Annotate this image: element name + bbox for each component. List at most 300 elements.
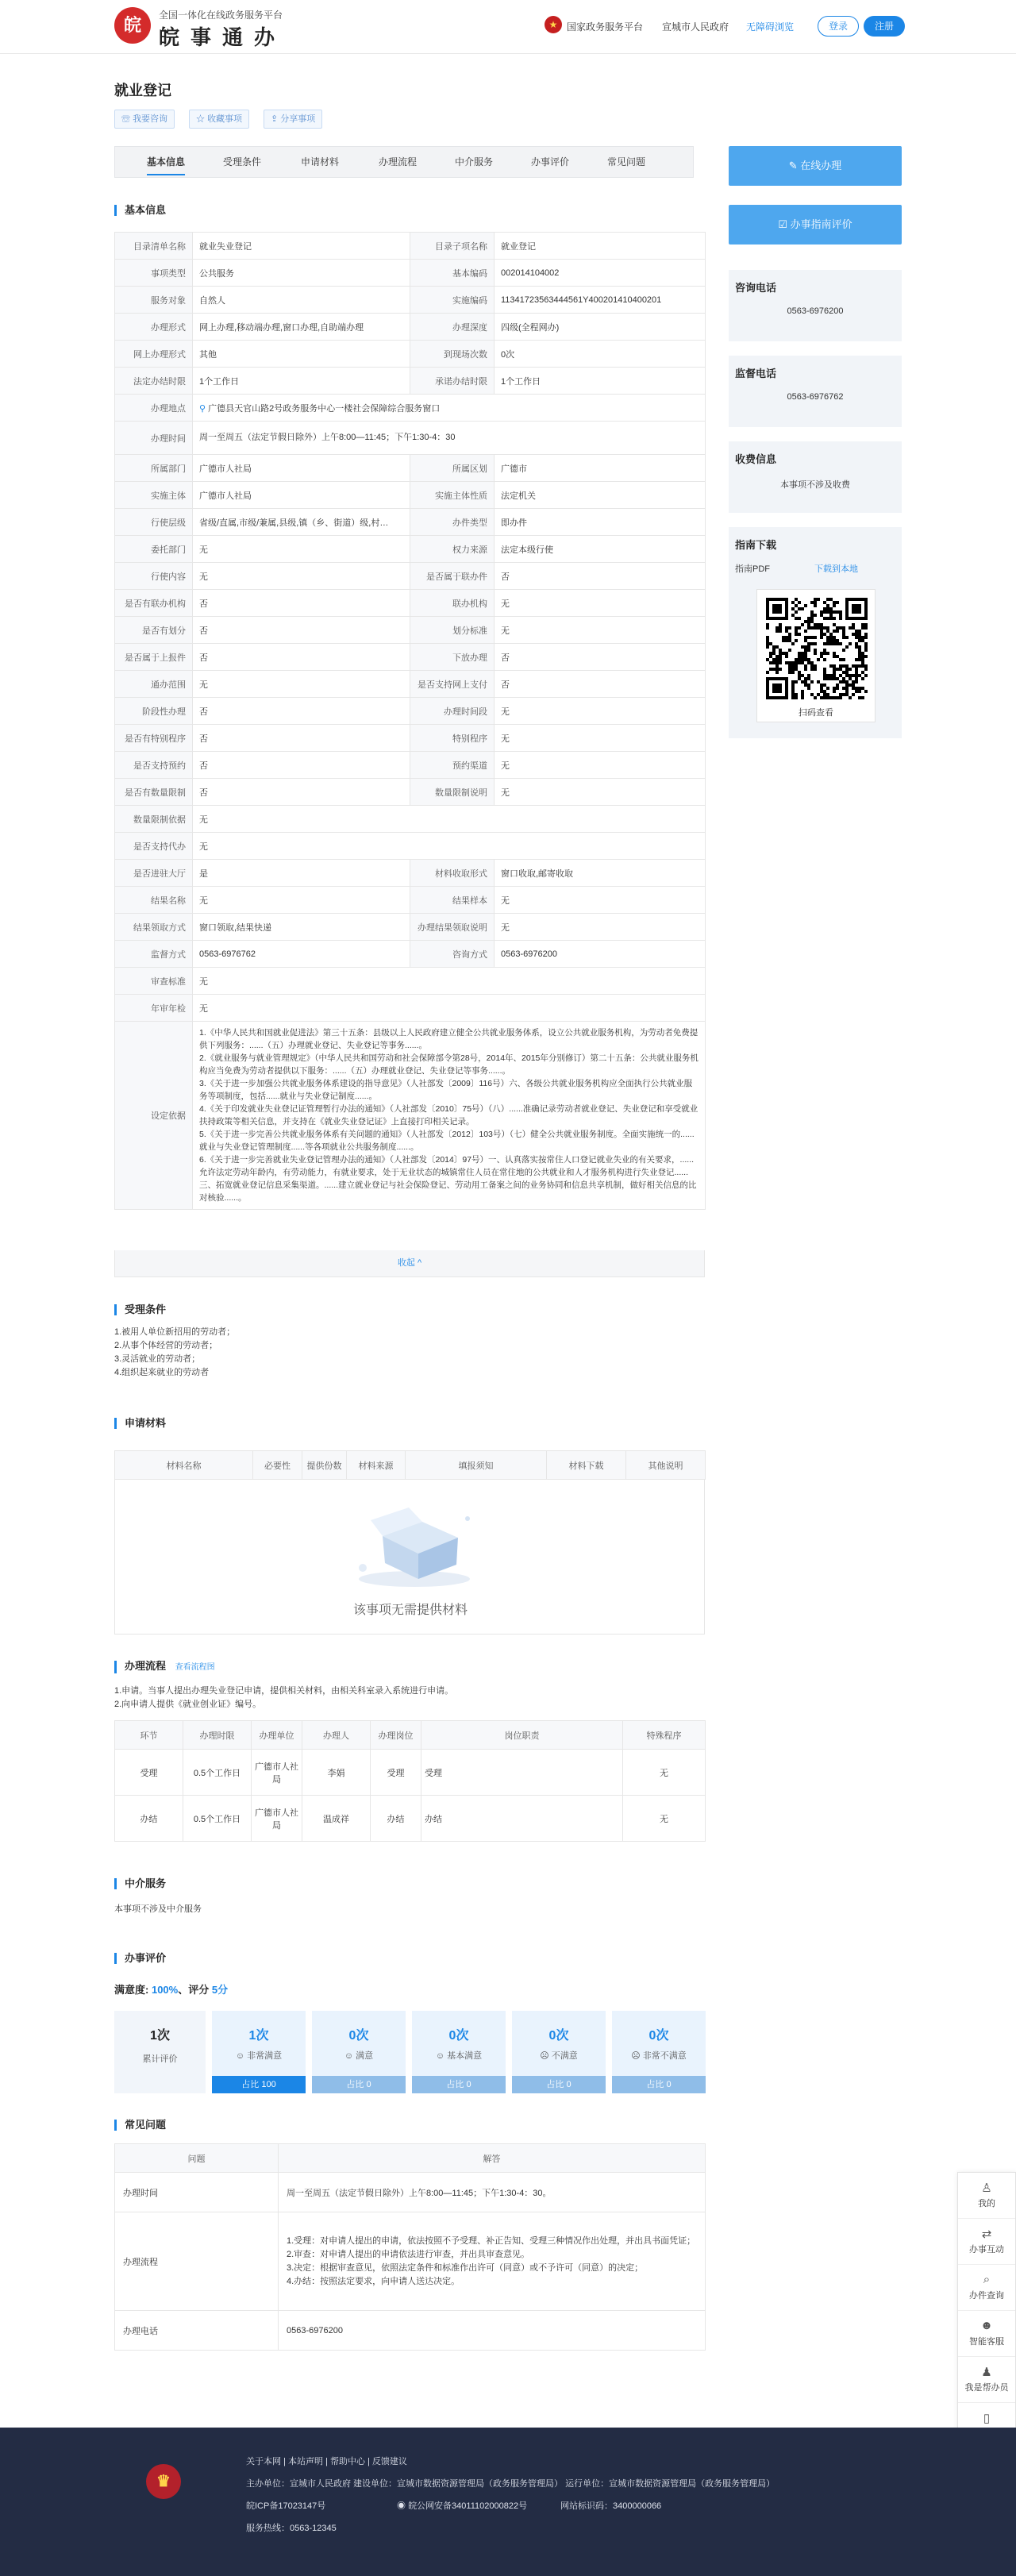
field-label: 划分标准 bbox=[410, 617, 495, 644]
process-cell: 办结 bbox=[371, 1796, 421, 1842]
evaluation-count: 0次 bbox=[448, 2029, 469, 2043]
table-row bbox=[115, 536, 706, 563]
evaluation-label: ☺ 非常满意 bbox=[235, 2051, 283, 2061]
materials-header: 填报须知 bbox=[406, 1451, 547, 1480]
mobile-icon: ▯ bbox=[983, 2412, 991, 2425]
field-label: 行使内容 bbox=[115, 563, 193, 590]
footer-organizers: 主办单位：宣城市人民政府 建设单位：宣城市数据资源管理局（政务服务管理局） 运行单位：宣城市数据资源管理局（政务服务管理局） bbox=[246, 2479, 775, 2489]
process-cell: 受理 bbox=[371, 1750, 421, 1796]
field-label: 法定办结时限 bbox=[115, 368, 193, 395]
table-row bbox=[115, 2173, 706, 2212]
condition-item: 4.组织起来就业的劳动者 bbox=[114, 1368, 210, 1377]
platform-name: 全国一体化在线政务服务平台 bbox=[159, 10, 283, 21]
process-cell: 广德市人社局 bbox=[252, 1796, 302, 1842]
field-value: 无 bbox=[495, 779, 706, 806]
float-item-user[interactable]: ♙ 我的 bbox=[958, 2173, 1015, 2219]
field-label: 目录清单名称 bbox=[115, 233, 193, 260]
tab-process[interactable]: 办理流程 bbox=[379, 156, 418, 167]
legal-basis-item: 4.《关于印发就业失业登记证管理暂行办法的通知》（人社部发〔2010〕75号）（八）......准确记录劳动者就业登记、失业登记和享受就业扶持政策等相关信息，并支持在《就业失业登记证》上直接打印相关记录。 bbox=[199, 1104, 698, 1126]
faq-question: 办理时间 bbox=[115, 2173, 279, 2212]
field-label: 是否属于联办件 bbox=[410, 563, 495, 590]
guide-pdf-label: 指南PDF bbox=[735, 564, 770, 574]
evaluation-card bbox=[312, 2011, 406, 2093]
evaluation-card bbox=[612, 2011, 706, 2093]
tab-intermediary[interactable]: 中介服务 bbox=[455, 156, 494, 167]
consult-action-button[interactable]: ☏ 我要咨询 bbox=[114, 110, 175, 129]
share-action-button[interactable]: ⇪ 分享事项 bbox=[264, 110, 322, 129]
table-row bbox=[115, 233, 706, 260]
edit-icon: ✎ bbox=[788, 160, 801, 171]
table-row bbox=[115, 968, 706, 995]
evaluation-card bbox=[212, 2011, 306, 2093]
star-icon: ☆ bbox=[196, 114, 208, 124]
condition-item: 2.从事个体经营的劳动者； bbox=[114, 1341, 218, 1350]
process-cell: 0.5个工作日 bbox=[183, 1796, 252, 1842]
table-row bbox=[115, 455, 706, 482]
evaluation-label: ☺ 满意 bbox=[344, 2051, 374, 2061]
process-description bbox=[114, 1685, 453, 1712]
table-row bbox=[115, 1796, 706, 1842]
field-value: 网上办理,移动端办理,窗口办理,自助端办理 bbox=[193, 314, 410, 341]
materials-header: 必要性 bbox=[253, 1451, 302, 1480]
top-header bbox=[0, 0, 1016, 54]
field-label: 是否有联办机构 bbox=[115, 590, 193, 617]
field-value: 0563-6976200 bbox=[495, 941, 706, 968]
materials-empty-state bbox=[114, 1479, 705, 1635]
field-value: 无 bbox=[495, 617, 706, 644]
field-label: 办理地点 bbox=[115, 395, 193, 422]
field-value: 无 bbox=[495, 887, 706, 914]
evaluation-share-bar bbox=[212, 2076, 306, 2093]
process-header: 环节 bbox=[115, 1721, 183, 1750]
field-value: 否 bbox=[495, 671, 706, 698]
evaluation-share-text: 占比 100 bbox=[241, 2080, 276, 2089]
process-cell: 李娟 bbox=[302, 1750, 371, 1796]
section-title-conditions: 受理条件 bbox=[114, 1304, 166, 1315]
field-label: 结果领取方式 bbox=[115, 914, 193, 941]
field-value: 002014104002 bbox=[495, 260, 706, 287]
empty-box-illustration bbox=[339, 1496, 482, 1592]
face-icon: ☹ bbox=[631, 2051, 643, 2061]
field-label: 监督方式 bbox=[115, 941, 193, 968]
table-row bbox=[115, 941, 706, 968]
table-row bbox=[115, 287, 706, 314]
legal-basis-item: 1.《中华人民共和国就业促进法》第三十五条：县级以上人民政府建立健全公共就业服务体系，设立公共就业服务机构，为劳动者免费提供下列服务：......（五）办理就业登记、失业登记等事务......。 bbox=[199, 1028, 698, 1050]
field-label: 所属区划 bbox=[410, 455, 495, 482]
field-label: 是否支持代办 bbox=[115, 833, 193, 860]
evaluation-share-text: 占比 0 bbox=[346, 2080, 371, 2089]
table-row bbox=[115, 563, 706, 590]
field-label: 咨询方式 bbox=[410, 941, 495, 968]
faq-answer: 周一至周五（法定节假日除外）上午8:00—11:45；下午1:30-4：30。 bbox=[279, 2173, 706, 2212]
field-label: 实施编码 bbox=[410, 287, 495, 314]
evaluation-share-bar bbox=[412, 2076, 506, 2093]
evaluation-share-text: 占比 0 bbox=[446, 2080, 471, 2089]
section-title-evaluation: 办事评价 bbox=[114, 1953, 166, 1964]
table-row bbox=[115, 617, 706, 644]
process-cell: 0.5个工作日 bbox=[183, 1750, 252, 1796]
table-row bbox=[115, 806, 706, 833]
materials-header: 材料来源 bbox=[347, 1451, 406, 1480]
face-icon: ☺ bbox=[435, 2051, 448, 2061]
process-cell: 办结 bbox=[115, 1796, 183, 1842]
table-row bbox=[115, 395, 706, 422]
field-label: 是否有特别程序 bbox=[115, 725, 193, 752]
condition-item: 1.被用人单位新招用的劳动者； bbox=[114, 1327, 236, 1337]
faq-header: 问题 bbox=[115, 2144, 279, 2173]
total-label: 累计评价 bbox=[142, 2054, 178, 2064]
field-value: 否 bbox=[193, 644, 410, 671]
field-label: 数量限制说明 bbox=[410, 779, 495, 806]
condition-item: 3.灵活就业的劳动者； bbox=[114, 1354, 201, 1364]
detail-tabs bbox=[114, 146, 694, 178]
footer-links[interactable]: 关于本网 | 本站声明 | 帮助中心 | 反馈建议 bbox=[246, 2457, 407, 2466]
consult-icon: ☏ bbox=[121, 114, 133, 124]
field-label: 是否进驻大厅 bbox=[115, 860, 193, 887]
section-title-faq: 常见问题 bbox=[114, 2120, 166, 2131]
legal-basis-item: 5.《关于进一步完善公共就业服务体系有关问题的通知》（人社部发〔2012〕103号）（七）健全公共就业服务制度。全面实施统一的......就业与失业登记管理制度......等各项就业公共服务制度......。 bbox=[199, 1130, 695, 1152]
footer-police[interactable]: ◉ 皖公网安备34011102000822号 bbox=[397, 2501, 528, 2511]
table-row bbox=[115, 860, 706, 887]
process-cell: 无 bbox=[623, 1750, 706, 1796]
tab-materials[interactable]: 申请材料 bbox=[301, 156, 340, 167]
field-value: 法定本级行使 bbox=[495, 536, 706, 563]
location-pin-icon: ⚲ bbox=[199, 403, 209, 414]
favorite-action-button[interactable]: ☆ 收藏事项 bbox=[189, 110, 249, 129]
process-header: 办理单位 bbox=[252, 1721, 302, 1750]
field-value: 无 bbox=[495, 914, 706, 941]
field-label: 预约渠道 bbox=[410, 752, 495, 779]
field-value: 否 bbox=[193, 725, 410, 752]
process-cell: 温成祥 bbox=[302, 1796, 371, 1842]
interaction-icon: ⇄ bbox=[981, 2228, 992, 2241]
field-value: 四级(全程网办) bbox=[495, 314, 706, 341]
process-cell: 受理 bbox=[421, 1750, 623, 1796]
field-value: 0563-6976762 bbox=[193, 941, 410, 968]
field-value: 无 bbox=[193, 833, 706, 860]
page-footer bbox=[0, 2428, 1016, 2576]
field-value: 无 bbox=[193, 995, 706, 1022]
field-value: 1个工作日 bbox=[495, 368, 706, 395]
materials-header: 材料下载 bbox=[547, 1451, 626, 1480]
field-label: 通办范围 bbox=[115, 671, 193, 698]
field-value: 就业登记 bbox=[495, 233, 706, 260]
footer-gov-logo-icon: ♛ bbox=[146, 2464, 181, 2499]
process-header: 特殊程序 bbox=[623, 1721, 706, 1750]
field-label: 是否有划分 bbox=[115, 617, 193, 644]
field-label: 行使层级 bbox=[115, 509, 193, 536]
wanshitong-logo-icon[interactable]: 皖 bbox=[114, 7, 151, 44]
process-cell: 广德市人社局 bbox=[252, 1750, 302, 1796]
process-cell: 无 bbox=[623, 1796, 706, 1842]
field-value: 无 bbox=[495, 698, 706, 725]
field-value: ⚲ 广德县天官山路2号政务服务中心一楼社会保障综合服务窗口 bbox=[193, 395, 706, 422]
evaluation-share-text: 占比 0 bbox=[546, 2080, 572, 2089]
field-label: 实施主体 bbox=[115, 482, 193, 509]
evaluation-count: 0次 bbox=[648, 2029, 669, 2043]
table-row bbox=[115, 1750, 706, 1796]
register-button[interactable]: 注册 bbox=[864, 16, 905, 37]
field-value: 是 bbox=[193, 860, 410, 887]
robot-icon: ☻ bbox=[980, 2319, 993, 2332]
field-value: 无 bbox=[193, 563, 410, 590]
scan-label: 扫码查看 bbox=[799, 708, 833, 718]
field-value: 否 bbox=[495, 644, 706, 671]
field-label: 是否支持网上支付 bbox=[410, 671, 495, 698]
intermediary-text: 本事项不涉及中介服务 bbox=[114, 1904, 202, 1914]
field-label: 基本编码 bbox=[410, 260, 495, 287]
table-row bbox=[115, 887, 706, 914]
table-row bbox=[115, 995, 706, 1022]
field-label: 下放办理 bbox=[410, 644, 495, 671]
field-value: 否 bbox=[193, 698, 410, 725]
empty-materials-text: 该事项无需提供材料 bbox=[352, 1604, 468, 1617]
supervise-phone-box: 监督电话 0563-6976762 bbox=[729, 356, 902, 427]
field-label: 办件类型 bbox=[410, 509, 495, 536]
table-row bbox=[115, 779, 706, 806]
review-icon: ☑ bbox=[778, 218, 791, 230]
faq-header: 解答 bbox=[279, 2144, 706, 2173]
process-cell: 受理 bbox=[115, 1750, 183, 1796]
process-header: 办理人 bbox=[302, 1721, 371, 1750]
evaluation-count: 1次 bbox=[248, 2029, 269, 2043]
field-label: 设定依据 bbox=[115, 1022, 193, 1210]
field-value: 否 bbox=[193, 779, 410, 806]
field-value: 11341723563444561Y400201410400201 bbox=[495, 287, 706, 314]
faq-question: 办理流程 bbox=[115, 2212, 279, 2311]
process-table bbox=[114, 1720, 706, 1842]
float-item-interaction[interactable]: ⇄ 办事互动 bbox=[958, 2219, 1015, 2265]
total-evaluation-card bbox=[114, 2011, 206, 2093]
national-emblem-icon: ★ bbox=[545, 16, 562, 33]
field-value: 就业失业登记 bbox=[193, 233, 410, 260]
field-value: 广德市 bbox=[495, 455, 706, 482]
face-icon: ☹ bbox=[540, 2051, 552, 2061]
process-step-text: 2.向申请人提供《就业创业证》编号。 bbox=[114, 1700, 262, 1709]
faq-answer: 0563-6976200 bbox=[279, 2311, 706, 2351]
field-label: 数量限制依据 bbox=[115, 806, 193, 833]
field-value: 无 bbox=[193, 806, 706, 833]
evaluation-share-text: 占比 0 bbox=[646, 2080, 672, 2089]
share-icon: ⇪ bbox=[271, 114, 281, 124]
field-value: 省级/直属,市级/兼属,县级,镇（乡、街道）级,村… bbox=[193, 509, 410, 536]
guide-download-box: 指南下载 指南PDF 下载到本地 bbox=[729, 527, 902, 738]
field-label: 服务对象 bbox=[115, 287, 193, 314]
user-icon: ♙ bbox=[981, 2181, 992, 2195]
field-label: 阶段性办理 bbox=[115, 698, 193, 725]
field-value: 否 bbox=[495, 563, 706, 590]
field-label: 特别程序 bbox=[410, 725, 495, 752]
tab-conditions[interactable]: 受理条件 bbox=[223, 156, 262, 167]
evaluation-count: 0次 bbox=[348, 2029, 369, 2043]
field-label: 事项类型 bbox=[115, 260, 193, 287]
process-step-text: 1.申请。当事人提出办理失业登记申请，提供相关材料，由相关科室录入系统进行申请。 bbox=[114, 1686, 454, 1696]
evaluation-share-bar bbox=[612, 2076, 706, 2093]
collapse-button[interactable]: 收起 ^ bbox=[114, 1250, 705, 1277]
field-label: 办理形式 bbox=[115, 314, 193, 341]
table-row bbox=[115, 590, 706, 617]
table-row bbox=[115, 752, 706, 779]
table-row bbox=[115, 2212, 706, 2311]
float-item-query[interactable]: ⌕ 办件查询 bbox=[958, 2265, 1015, 2311]
table-row bbox=[115, 1022, 706, 1210]
field-value: 法定机关 bbox=[495, 482, 706, 509]
evaluation-share-bar bbox=[312, 2076, 406, 2093]
field-label: 办理深度 bbox=[410, 314, 495, 341]
table-row bbox=[115, 341, 706, 368]
field-value: 无 bbox=[193, 671, 410, 698]
process-header: 岗位职责 bbox=[421, 1721, 623, 1750]
field-label: 办理时间段 bbox=[410, 698, 495, 725]
materials-header: 材料名称 bbox=[115, 1451, 253, 1480]
field-label: 目录子项名称 bbox=[410, 233, 495, 260]
guide-review-button[interactable]: ☑ 办事指南评价 bbox=[729, 205, 902, 245]
field-label: 办理时间 bbox=[115, 422, 193, 455]
field-label: 材料收取形式 bbox=[410, 860, 495, 887]
process-header: 办理岗位 bbox=[371, 1721, 421, 1750]
legal-basis-item: 3.《关于进一步加强公共就业服务体系建设的指导意见》（人社部发〔2009〕116号）六、各级公共就业服务机构应全面执行公共就业服务等项制度，包括......就业与失业登记制度......。 bbox=[199, 1079, 693, 1101]
materials-header: 其他说明 bbox=[626, 1451, 706, 1480]
legal-basis-item: 2.《就业服务与就业管理规定》（中华人民共和国劳动和社会保障部令第28号，2014年、2015年分别修订）第二十五条：公共就业服务机构应当免费为劳动者提供以下服务：......（五）办理就业登记、失业登记等事务......。 bbox=[199, 1053, 698, 1076]
police-badge-icon: ◉ bbox=[397, 2501, 409, 2511]
field-label: 年审年检 bbox=[115, 995, 193, 1022]
fee-text: 本事项不涉及收费 bbox=[780, 480, 850, 490]
section-title-intermediary: 中介服务 bbox=[114, 1878, 166, 1889]
qr-code-panel bbox=[756, 589, 876, 722]
field-value: 无 bbox=[495, 752, 706, 779]
field-value: 无 bbox=[193, 968, 706, 995]
tab-faq[interactable]: 常见问题 bbox=[607, 156, 646, 167]
table-row bbox=[115, 671, 706, 698]
materials-header: 提供份数 bbox=[302, 1451, 347, 1480]
field-label: 办理结果领取说明 bbox=[410, 914, 495, 941]
materials-table bbox=[114, 1450, 706, 1480]
field-value: 无 bbox=[193, 536, 410, 563]
consult-phone: 0563-6976200 bbox=[787, 306, 844, 316]
page-title: 就业登记 bbox=[114, 83, 171, 98]
field-label: 是否有数量限制 bbox=[115, 779, 193, 806]
evaluation-share-bar bbox=[512, 2076, 606, 2093]
field-value: 即办件 bbox=[495, 509, 706, 536]
field-label: 结果样本 bbox=[410, 887, 495, 914]
guide-download-link[interactable]: 下载到本地 bbox=[814, 564, 858, 574]
field-value: 无 bbox=[193, 887, 410, 914]
evaluation-count: 0次 bbox=[548, 2029, 569, 2043]
field-label: 委托部门 bbox=[115, 536, 193, 563]
faq-table bbox=[114, 2143, 706, 2351]
field-value: 否 bbox=[193, 590, 410, 617]
field-value: 窗口收取,邮寄收取 bbox=[495, 860, 706, 887]
face-icon: ☺ bbox=[235, 2051, 248, 2061]
query-icon: ⌕ bbox=[983, 2273, 991, 2286]
basic-info-table bbox=[114, 232, 706, 1210]
field-label: 网上办理形式 bbox=[115, 341, 193, 368]
online-apply-button[interactable]: ✎ 在线办理 bbox=[729, 146, 902, 186]
table-row bbox=[115, 314, 706, 341]
float-item-robot[interactable]: ☻ 智能客服 bbox=[958, 2311, 1015, 2357]
flowchart-link[interactable]: 查看流程图 bbox=[175, 1663, 215, 1672]
section-title-materials: 申请材料 bbox=[114, 1418, 166, 1429]
fee-info-box: 收费信息 本事项不涉及收费 bbox=[729, 441, 902, 513]
float-item-help[interactable]: ♟ 我是帮办员 bbox=[958, 2357, 1015, 2403]
table-row bbox=[115, 833, 706, 860]
footer-icp[interactable]: 皖ICP备17023147号 bbox=[246, 2501, 326, 2511]
conditions-list bbox=[114, 1326, 235, 1380]
footer-hotline: 服务热线：0563-12345 bbox=[246, 2524, 337, 2533]
field-label: 审查标准 bbox=[115, 968, 193, 995]
field-value: 0次 bbox=[495, 341, 706, 368]
field-value: 公共服务 bbox=[193, 260, 410, 287]
field-value: 窗口领取,结果快递 bbox=[193, 914, 410, 941]
legal-basis-text bbox=[193, 1022, 706, 1210]
table-row bbox=[115, 509, 706, 536]
table-row bbox=[115, 422, 706, 455]
help-icon: ♟ bbox=[981, 2366, 992, 2379]
faq-question: 办理电话 bbox=[115, 2311, 279, 2351]
field-label: 联办机构 bbox=[410, 590, 495, 617]
field-label: 承诺办结时限 bbox=[410, 368, 495, 395]
field-label: 所属部门 bbox=[115, 455, 193, 482]
evaluation-card bbox=[512, 2011, 606, 2093]
table-row bbox=[115, 914, 706, 941]
satisfaction-summary: 满意度: 100%、评分 5分 bbox=[114, 1984, 229, 1996]
field-label: 到现场次数 bbox=[410, 341, 495, 368]
legal-basis-item: 6.《关于进一步完善就业失业登记管理办法的通知》（人社部发〔2014〕97号）一、认真落实按常住人口登记就业失业的有关要求，......允许法定劳动年龄内，有劳动能力，有就业要求，处于无业状态的城镇常住人员在常住地的公共就业和人才服务机构进行失业登记......三、拓宽就业登记信息采集渠道。......建立就业登记与社会保险登记、劳动用工备案之间的业务协同和信息共享机制，做好相关信息的比对核验......。 bbox=[199, 1155, 697, 1203]
field-label: 是否支持预约 bbox=[115, 752, 193, 779]
process-cell: 办结 bbox=[421, 1796, 623, 1842]
table-row bbox=[115, 698, 706, 725]
evaluation-card bbox=[412, 2011, 506, 2093]
total-count: 1次 bbox=[150, 2029, 170, 2043]
face-icon: ☺ bbox=[344, 2051, 356, 2061]
login-button[interactable]: 登录 bbox=[818, 16, 859, 37]
field-value: 周一至周五（法定节假日除外）上午8:00—11:45；下午1:30-4：30 bbox=[193, 422, 706, 455]
app-name[interactable]: 皖事通办 bbox=[159, 26, 287, 50]
supervise-phone: 0563-6976762 bbox=[787, 392, 844, 402]
field-value: 广德市人社局 bbox=[193, 482, 410, 509]
process-header: 办理时限 bbox=[183, 1721, 252, 1750]
evaluation-label: ☹ 非常不满意 bbox=[631, 2051, 687, 2061]
tab-evaluation[interactable]: 办事评价 bbox=[531, 156, 570, 167]
field-label: 结果名称 bbox=[115, 887, 193, 914]
city-gov-link[interactable]: 宣城市人民政府 bbox=[662, 21, 729, 33]
field-value: 无 bbox=[495, 725, 706, 752]
national-gov-link[interactable]: 国家政务服务平台 bbox=[567, 21, 644, 33]
tab-basic-info[interactable]: 基本信息 bbox=[147, 147, 185, 177]
section-title-basic: 基本信息 bbox=[114, 205, 166, 216]
field-label: 实施主体性质 bbox=[410, 482, 495, 509]
accessibility-link[interactable]: 无障碍浏览 bbox=[746, 21, 795, 33]
field-value: 自然人 bbox=[193, 287, 410, 314]
footer-site-code: 网站标识码：3400000066 bbox=[560, 2501, 662, 2511]
table-row bbox=[115, 482, 706, 509]
field-label: 权力来源 bbox=[410, 536, 495, 563]
field-value: 否 bbox=[193, 617, 410, 644]
field-value: 广德市人社局 bbox=[193, 455, 410, 482]
qr-code-icon bbox=[766, 598, 868, 699]
evaluation-label: ☹ 不满意 bbox=[540, 2051, 578, 2061]
field-value: 无 bbox=[495, 590, 706, 617]
table-row bbox=[115, 644, 706, 671]
field-value: 其他 bbox=[193, 341, 410, 368]
section-title-process: 办理流程 查看流程图 bbox=[114, 1661, 215, 1673]
table-row bbox=[115, 368, 706, 395]
table-row bbox=[115, 2311, 706, 2351]
evaluation-label: ☺ 基本满意 bbox=[435, 2051, 483, 2061]
field-value: 1个工作日 bbox=[193, 368, 410, 395]
table-row bbox=[115, 260, 706, 287]
field-label: 是否属于上报件 bbox=[115, 644, 193, 671]
